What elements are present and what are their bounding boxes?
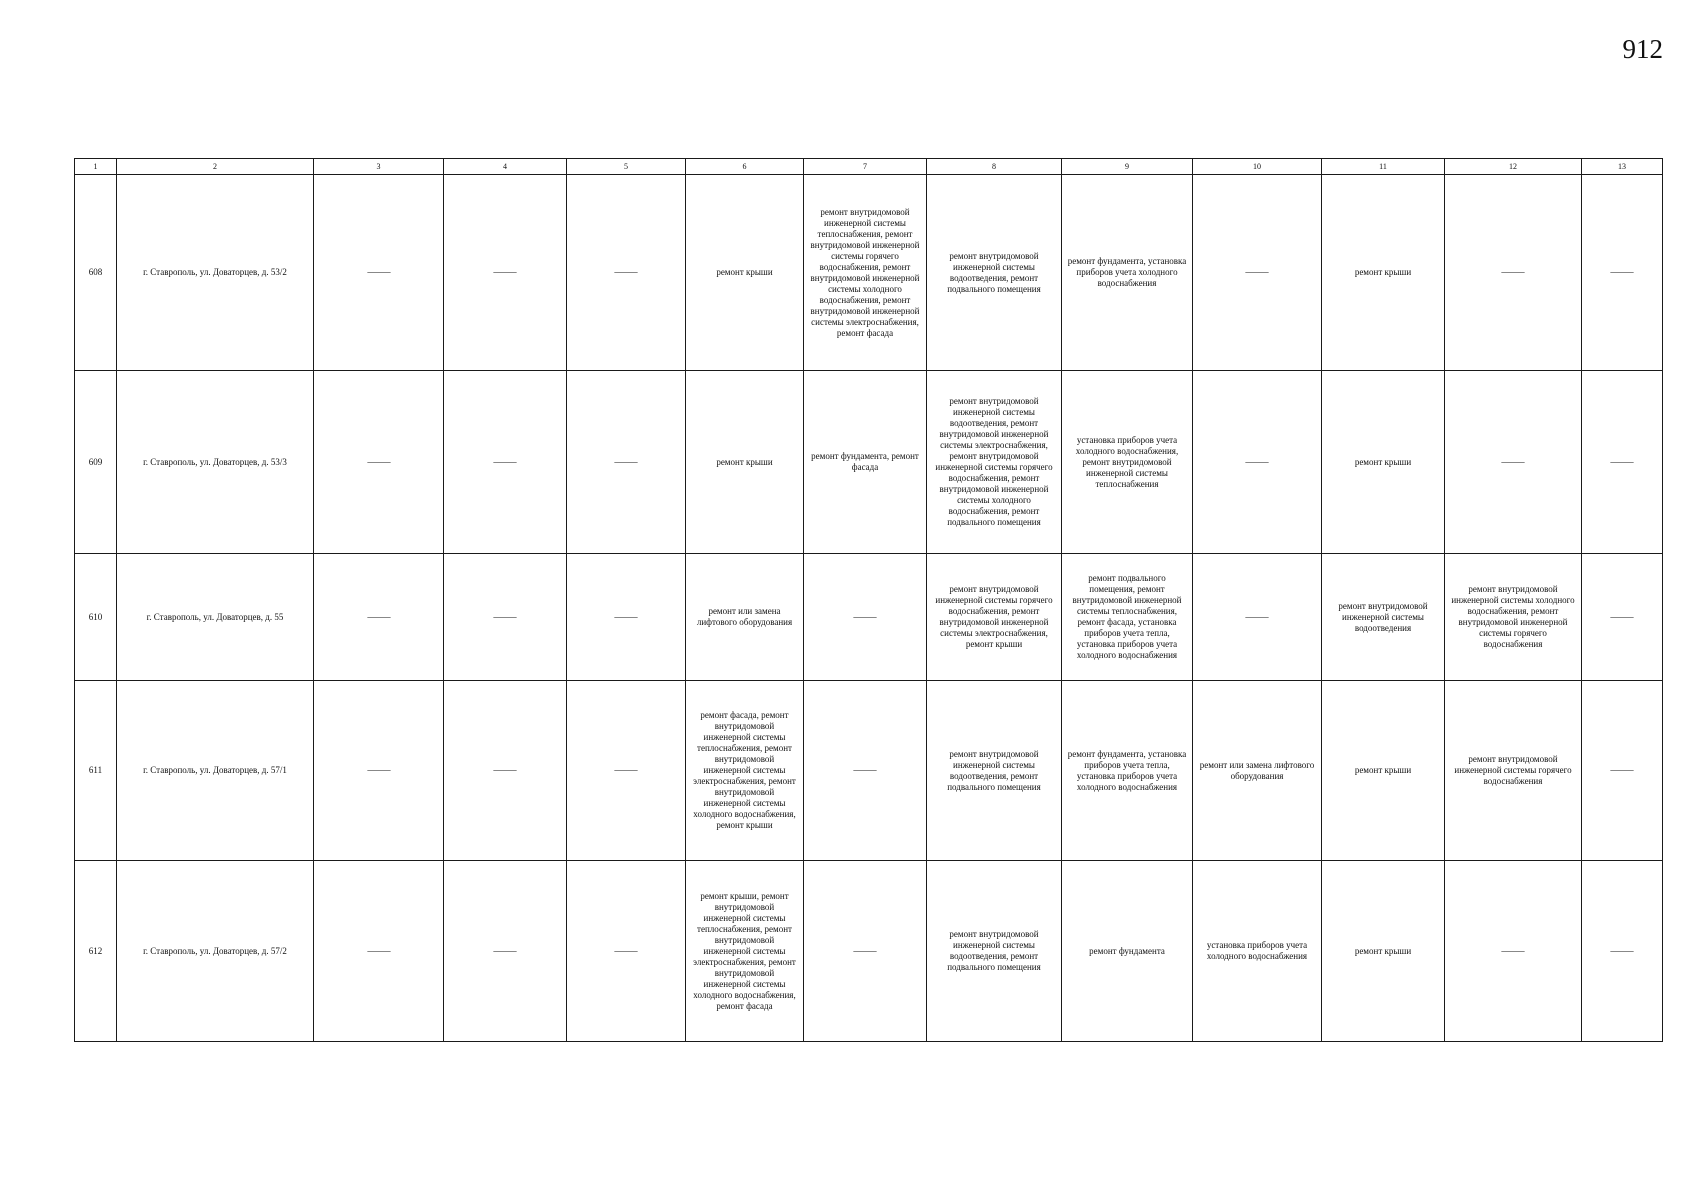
table-cell: [686, 371, 804, 554]
cell-text: ремонт крыши: [1354, 267, 1412, 277]
header-cell: 12: [1445, 159, 1582, 175]
table-cell: [444, 681, 567, 861]
table-cell: [444, 175, 567, 371]
cell-text: —: [853, 945, 877, 957]
table-cell: [1193, 681, 1322, 861]
table-cell: [567, 175, 686, 371]
table-cell: [1582, 861, 1663, 1042]
cell-text: ремонт крыши: [1354, 765, 1412, 775]
table-cell: [1193, 861, 1322, 1042]
table-row: [75, 371, 1663, 554]
address-cell: [117, 554, 314, 681]
page-number: 912: [1622, 34, 1663, 64]
table-cell: [1322, 175, 1445, 371]
table-cell: [444, 554, 567, 681]
table-cell: [1322, 371, 1445, 554]
cell-text: —: [614, 765, 638, 776]
row-number-cell: [75, 175, 117, 371]
table-cell: [1582, 681, 1663, 861]
cell-text: ремонт крыши: [716, 267, 773, 277]
cell-text: г. Ставрополь, ул. Доваторцев, д. 53/3: [143, 456, 287, 467]
row-number-cell: [75, 371, 117, 554]
table-cell: [1062, 175, 1193, 371]
cell-text: ремонт внутридомовой инженерной системы горячего водоснабжения, ремонт внутридомовой инженерной системы электроснабжения, ремонт крыши: [935, 584, 1053, 649]
cell-text: —: [1501, 456, 1525, 468]
header-cell: 3: [314, 159, 444, 175]
cell-text: —: [367, 456, 390, 468]
cell-text: г. Ставрополь, ул. Доваторцев, д. 53/2: [143, 267, 287, 277]
cell-text: —: [1245, 267, 1269, 278]
table-cell: [1582, 554, 1663, 681]
header-row: [75, 159, 1663, 175]
header-cell: 8: [927, 159, 1062, 175]
address-cell: [117, 861, 314, 1042]
table-cell: [567, 554, 686, 681]
cell-text: г. Ставрополь, ул. Доваторцев, д. 55: [146, 611, 284, 622]
cell-text: ремонт крыши, ремонт внутридомовой инженерной системы теплоснабжения, ремонт внутридомовой инженерной системы электроснабжения, ремонт внутридомовой инженерной системы холодного водоснабжения, ремонт фасада: [693, 890, 796, 1011]
cell-text: 608: [88, 267, 103, 277]
table-cell: [927, 861, 1062, 1042]
table-cell: [314, 861, 444, 1042]
table-cell: [804, 371, 927, 554]
table-cell: [927, 175, 1062, 371]
header-cell: 1: [75, 159, 117, 175]
header-cell: 2: [117, 159, 314, 175]
cell-text: ремонт внутридомовой инженерной системы водоотведения, ремонт подвального помещения: [947, 250, 1041, 294]
table-cell: [314, 554, 444, 681]
table-cell: [804, 554, 927, 681]
cell-text: ремонт внутридомовой инженерной системы водоотведения, ремонт подвального помещения: [947, 929, 1041, 972]
table-cell: [686, 554, 804, 681]
cell-text: г. Ставрополь, ул. Доваторцев, д. 57/2: [143, 945, 287, 956]
table-cell: [1582, 371, 1663, 554]
cell-text: —: [493, 765, 517, 776]
table-cell: [1193, 371, 1322, 554]
table-cell: [804, 861, 927, 1042]
header-cell: 4: [444, 159, 567, 175]
table-cell: [804, 175, 927, 371]
table-cell: [1193, 175, 1322, 371]
cell-text: —: [614, 267, 638, 278]
table-cell: [444, 861, 567, 1042]
cell-text: —: [1501, 945, 1525, 957]
cell-text: ремонт или замена лифтового оборудования: [696, 606, 793, 627]
cell-text: —: [493, 267, 517, 278]
cell-text: —: [1610, 945, 1634, 957]
header-cell: 11: [1322, 159, 1445, 175]
header-cell: 5: [567, 159, 686, 175]
cell-text: ремонт крыши: [1354, 945, 1412, 956]
cell-text: ремонт внутридомовой инженерной системы водоотведения, ремонт внутридомовой инженерной системы электроснабжения, ремонт внутридомовой инженерной системы горячего водоснабжения, ремонт внутридомовой инженерной системы холодного водоснабжения, ремонт подвального помещения: [935, 396, 1053, 527]
table-cell: [1062, 861, 1193, 1042]
table-row: [75, 554, 1663, 681]
cell-text: —: [1501, 267, 1525, 278]
table-cell: [1445, 175, 1582, 371]
cell-text: 610: [88, 611, 103, 622]
row-number-cell: [75, 554, 117, 681]
cell-text: —: [614, 945, 638, 957]
cell-text: —: [493, 456, 517, 468]
address-cell: [117, 681, 314, 861]
table-cell: [1322, 681, 1445, 861]
cell-text: —: [1610, 267, 1634, 278]
cell-text: —: [614, 611, 638, 623]
cell-text: ремонт крыши: [1354, 456, 1412, 467]
cell-text: установка приборов учета холодного водоснабжения, ремонт внутридомовой инженерной системы теплоснабжения: [1075, 434, 1179, 489]
table-cell: [1322, 554, 1445, 681]
table-cell: [1062, 681, 1193, 861]
table-cell: [314, 681, 444, 861]
cell-text: —: [493, 945, 517, 957]
cell-text: —: [367, 765, 390, 776]
table-cell: [1062, 554, 1193, 681]
table-cell: [314, 175, 444, 371]
table-cell: [686, 861, 804, 1042]
cell-text: ремонт или замена лифтового оборудования: [1199, 759, 1315, 781]
table-cell: [314, 371, 444, 554]
repair-schedule-table: [74, 158, 1663, 1042]
table-cell: [1582, 175, 1663, 371]
cell-text: —: [1610, 456, 1634, 468]
cell-text: ремонт фундамента, установка приборов учета тепла, установка приборов учета холодного водоснабжения: [1067, 748, 1187, 792]
cell-text: —: [367, 945, 390, 957]
cell-text: 611: [88, 765, 103, 775]
cell-text: ремонт подвального помещения, ремонт внутридомовой инженерной системы теплоснабжения, ремонт фасада, установка приборов учета тепла, установка приборов учета холодного водоснабжения: [1072, 573, 1182, 660]
address-cell: [117, 371, 314, 554]
cell-text: —: [853, 765, 877, 776]
table-cell: [1322, 861, 1445, 1042]
row-number-cell: [75, 861, 117, 1042]
cell-text: ремонт внутридомовой инженерной системы водоотведения: [1338, 600, 1428, 633]
cell-text: ремонт внутридомовой инженерной системы горячего водоснабжения: [1454, 754, 1572, 786]
cell-text: ремонт внутридомовой инженерной системы холодного водоснабжения, ремонт внутридомовой инженерной системы горячего водоснабжения: [1451, 584, 1575, 649]
cell-text: ремонт фундамента, установка приборов учета холодного водоснабжения: [1067, 256, 1187, 288]
table-cell: [1193, 554, 1322, 681]
table-cell: [1445, 554, 1582, 681]
address-cell: [117, 175, 314, 371]
cell-text: г. Ставрополь, ул. Доваторцев, д. 57/1: [143, 765, 287, 775]
cell-text: ремонт фундамента: [1089, 945, 1165, 956]
table-cell: [927, 681, 1062, 861]
cell-text: —: [493, 611, 517, 623]
table-cell: [567, 861, 686, 1042]
cell-text: установка приборов учета холодного водоснабжения: [1206, 940, 1308, 961]
header-cell: 10: [1193, 159, 1322, 175]
table-cell: [686, 681, 804, 861]
table-cell: [1445, 681, 1582, 861]
table-cell: [927, 371, 1062, 554]
cell-text: ремонт внутридомовой инженерной системы водоотведения, ремонт подвального помещения: [947, 748, 1041, 792]
table-cell: [1445, 861, 1582, 1042]
table-row: [75, 861, 1663, 1042]
table-cell: [804, 681, 927, 861]
table-cell: [927, 554, 1062, 681]
cell-text: —: [1610, 611, 1634, 623]
cell-text: —: [367, 267, 390, 278]
cell-text: ремонт внутридомовой инженерной системы теплоснабжения, ремонт внутридомовой инженерной системы горячего водоснабжения, ремонт внутридомовой инженерной системы холодного водоснабжения, ремонт внутридомовой инженерной системы электроснабжения, ремонт фасада: [810, 206, 920, 338]
cell-text: 612: [88, 945, 103, 956]
header-cell: 9: [1062, 159, 1193, 175]
cell-text: —: [1245, 611, 1269, 623]
table-cell: [686, 175, 804, 371]
table-cell: [1062, 371, 1193, 554]
table-cell: [567, 681, 686, 861]
cell-text: ремонт крыши: [716, 456, 773, 467]
header-cell: 7: [804, 159, 927, 175]
cell-text: —: [853, 611, 877, 623]
cell-text: —: [1610, 765, 1634, 776]
cell-text: —: [1245, 456, 1269, 468]
header-cell: 13: [1582, 159, 1663, 175]
table-row: [75, 681, 1663, 861]
cell-text: —: [367, 611, 390, 623]
table-cell: [444, 371, 567, 554]
table-row: [75, 175, 1663, 371]
table-cell: [1445, 371, 1582, 554]
cell-text: ремонт фундамента, ремонт фасада: [811, 451, 919, 472]
cell-text: —: [614, 456, 638, 468]
cell-text: ремонт фасада, ремонт внутридомовой инженерной системы теплоснабжения, ремонт внутридомовой инженерной системы электроснабжения, ремонт внутридомовой инженерной системы холодного водоснабжения, ремонт крыши: [693, 710, 796, 830]
cell-text: 609: [88, 456, 103, 467]
header-cell: 6: [686, 159, 804, 175]
table-cell: [567, 371, 686, 554]
row-number-cell: [75, 681, 117, 861]
